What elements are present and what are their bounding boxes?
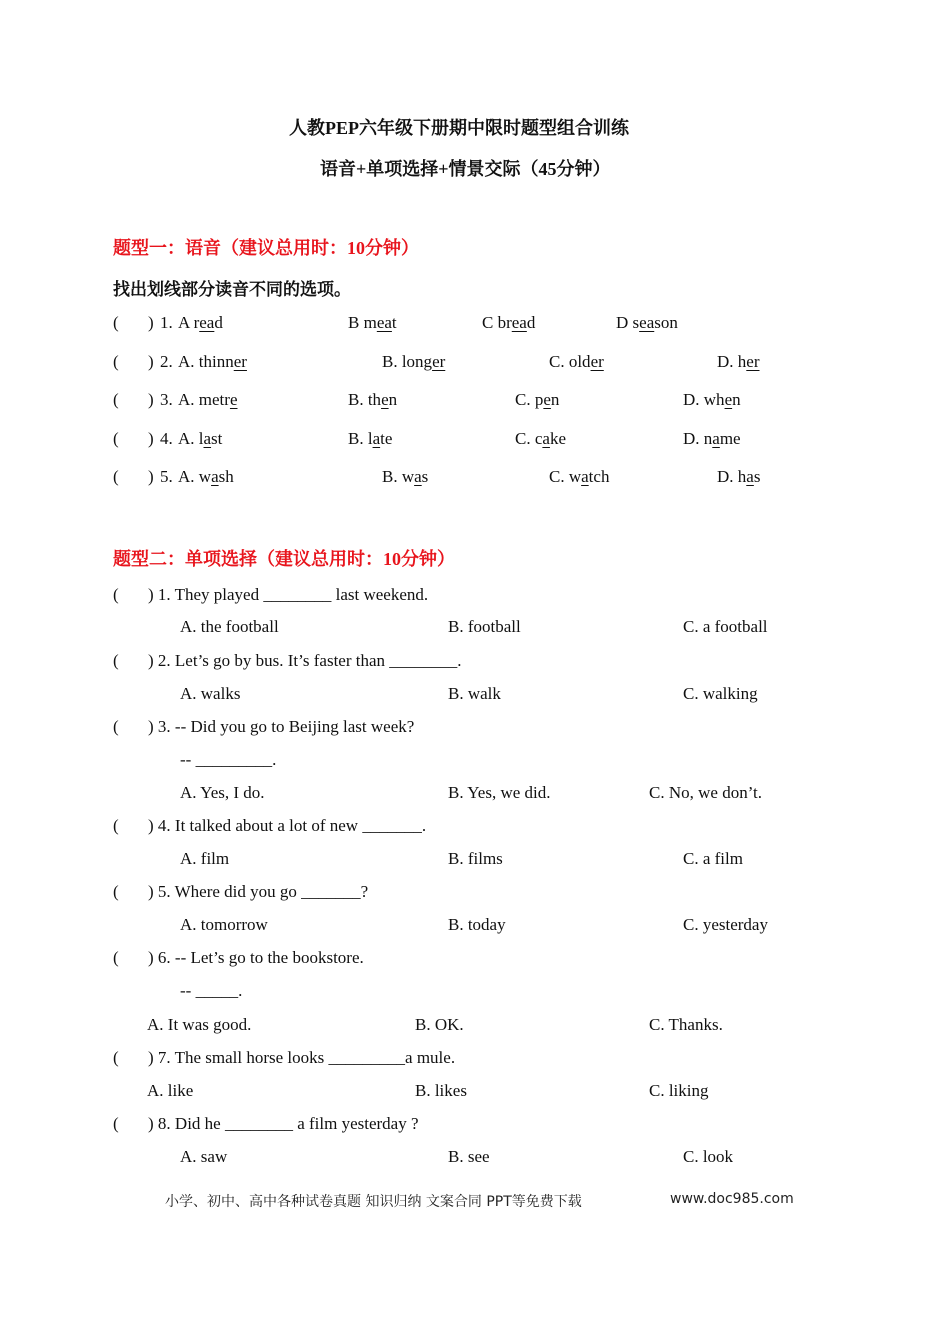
choice-option: C. yesterday (683, 915, 768, 934)
underlined-letters: a (712, 429, 720, 448)
underlined-letters: ea (376, 313, 392, 332)
choice-option: C. look (683, 1147, 734, 1166)
phonics-option (717, 352, 760, 372)
option-text: B. th (348, 390, 382, 409)
answer-paren-open[interactable]: ( (113, 313, 119, 332)
question-stem: ) 1. They played ________ last weekend. (148, 585, 429, 604)
phonics-option (549, 467, 609, 487)
option-text: D. n (683, 429, 713, 448)
choice-option: A. the football (180, 617, 279, 636)
option-text: d (526, 313, 536, 332)
choice-option: C. walking (683, 684, 758, 703)
phonics-option (348, 429, 392, 449)
answer-paren-close: ) (148, 390, 154, 409)
phonics-option (178, 390, 237, 410)
choice-option: A. tomorrow (180, 915, 268, 934)
section-1-title: 题型一：语音（建议总用时：10分钟） (113, 238, 419, 258)
choice-option: B. films (448, 849, 503, 868)
option-text: A. w (178, 467, 212, 486)
choice-option: C. No, we don’t. (649, 783, 763, 802)
option-text: son (654, 313, 678, 332)
phonics-option (348, 390, 397, 410)
question-number: 5. (160, 467, 173, 486)
option-text: n (388, 390, 398, 409)
answer-paren-open[interactable]: ( (113, 717, 119, 736)
choice-option: A. like (147, 1081, 194, 1100)
footer-text: 小学、初中、高中各种试卷真题 知识归纳 文案合同 PPT等免费下载 (165, 1194, 582, 1210)
question-number: 3. (160, 390, 173, 409)
option-text: A. thinn (178, 352, 234, 371)
option-text: C. w (549, 467, 582, 486)
answer-paren-close: ) (148, 467, 154, 486)
phonics-option (549, 352, 604, 372)
underlined-letters: ea (511, 313, 527, 332)
underlined-letters: a (203, 429, 212, 448)
answer-paren-open[interactable]: ( (113, 467, 119, 486)
phonics-option (683, 390, 741, 410)
answer-paren-open[interactable]: ( (113, 585, 119, 604)
question-stem: ) 2. Let’s go by bus. It’s faster than ________. (148, 651, 462, 670)
phonics-option (178, 352, 247, 372)
answer-paren-close: ) (148, 313, 154, 332)
answer-paren-open[interactable]: ( (113, 1048, 119, 1067)
underlined-letters: a (581, 467, 589, 486)
choice-option: A. saw (180, 1147, 228, 1166)
option-text: sh (218, 467, 234, 486)
answer-paren-open[interactable]: ( (113, 651, 119, 670)
option-text: B. l (348, 429, 373, 448)
choice-option: A. walks (180, 684, 241, 703)
choice-option: B. Yes, we did. (448, 783, 551, 802)
underlined-letters: a (746, 467, 754, 486)
option-text: n (732, 390, 741, 409)
question-reply: -- _____. (180, 981, 243, 1000)
option-text: ke (549, 429, 566, 448)
underlined-letters: er (746, 352, 760, 371)
question-stem: ) 3. -- Did you go to Beijing last week? (148, 717, 415, 736)
choice-option: B. likes (415, 1081, 467, 1100)
phonics-option (348, 313, 397, 333)
phonics-option (515, 429, 566, 449)
answer-paren-open[interactable]: ( (113, 882, 119, 901)
option-text: B. long (382, 352, 433, 371)
choice-option: B. see (448, 1147, 490, 1166)
answer-paren-open[interactable]: ( (113, 352, 119, 371)
answer-paren-open[interactable]: ( (113, 429, 119, 448)
section-2-title: 题型二：单项选择（建议总用时：10分钟） (113, 549, 455, 569)
underlined-letters: a (211, 467, 219, 486)
answer-paren-open[interactable]: ( (113, 816, 119, 835)
choice-option: B. OK. (415, 1015, 464, 1034)
option-text: A. l (178, 429, 204, 448)
answer-paren-open[interactable]: ( (113, 390, 119, 409)
underlined-letters: er (233, 352, 247, 371)
answer-paren-close: ) (148, 352, 154, 371)
option-text: C. p (515, 390, 544, 409)
answer-paren-open[interactable]: ( (113, 1114, 119, 1133)
underlined-letters: a (372, 429, 381, 448)
phonics-option (178, 429, 222, 449)
phonics-option (178, 313, 223, 333)
phonics-option (178, 467, 234, 487)
question-stem: ) 5. Where did you go _______? (148, 882, 369, 901)
option-text: B. w (382, 467, 415, 486)
choice-option: C. a film (683, 849, 743, 868)
page-subtitle: 语音+单项选择+情景交际（45分钟） (320, 159, 611, 179)
phonics-option (382, 352, 445, 372)
underlined-letters: er (432, 352, 446, 371)
question-stem: ) 6. -- Let’s go to the bookstore. (148, 948, 364, 967)
option-text: t (391, 313, 397, 332)
question-stem: ) 8. Did he ________ a film yesterday ? (148, 1114, 419, 1133)
choice-option: A. It was good. (147, 1015, 252, 1034)
choice-option: C. Thanks. (649, 1015, 723, 1034)
answer-paren-open[interactable]: ( (113, 948, 119, 967)
option-text: D. h (717, 467, 747, 486)
option-text: A r (178, 313, 200, 332)
option-text: s (753, 467, 761, 486)
option-text: me (719, 429, 741, 448)
underlined-letters: a (542, 429, 550, 448)
footer-url[interactable]: www.doc985.com (670, 1191, 794, 1207)
choice-option: B. today (448, 915, 506, 934)
question-stem: ) 7. The small horse looks _________a mule. (148, 1048, 456, 1067)
underlined-letters: e (543, 390, 551, 409)
option-text: D. h (717, 352, 747, 371)
option-text: D. wh (683, 390, 725, 409)
choice-option: A. Yes, I do. (180, 783, 265, 802)
choice-option: C. liking (649, 1081, 709, 1100)
option-text: s (421, 467, 429, 486)
option-text: C. c (515, 429, 543, 448)
section-1-instruction: 找出划线部分读音不同的选项。 (113, 280, 351, 299)
option-text: B m (348, 313, 377, 332)
phonics-option (616, 313, 678, 333)
page-title: 人教PEP六年级下册期中限时题型组合训练 (289, 118, 629, 138)
question-reply: -- _________. (180, 750, 277, 769)
option-text: tch (588, 467, 610, 486)
underlined-letters: a (414, 467, 422, 486)
option-text: A. metr (178, 390, 230, 409)
question-number: 1. (160, 313, 173, 332)
option-text: d (214, 313, 223, 332)
underlined-letters: e (381, 390, 389, 409)
option-text: C. old (549, 352, 591, 371)
option-text: D s (616, 313, 640, 332)
underlined-letters: er (590, 352, 604, 371)
question-stem: ) 4. It talked about a lot of new _______. (148, 816, 427, 835)
option-text: st (211, 429, 223, 448)
underlined-letters: e (724, 390, 733, 409)
option-text: te (380, 429, 393, 448)
phonics-option (515, 390, 559, 410)
option-text: C br (482, 313, 512, 332)
question-number: 2. (160, 352, 173, 371)
answer-paren-close: ) (148, 429, 154, 448)
choice-option: B. walk (448, 684, 501, 703)
option-text: n (550, 390, 560, 409)
phonics-option (717, 467, 760, 487)
phonics-option (683, 429, 741, 449)
choice-option: B. football (448, 617, 521, 636)
choice-option: A. film (180, 849, 230, 868)
underlined-letters: e (229, 390, 238, 409)
choice-option: C. a football (683, 617, 768, 636)
underlined-letters: ea (639, 313, 655, 332)
question-number: 4. (160, 429, 173, 448)
underlined-letters: ea (199, 313, 215, 332)
phonics-option (482, 313, 535, 333)
phonics-option (382, 467, 428, 487)
